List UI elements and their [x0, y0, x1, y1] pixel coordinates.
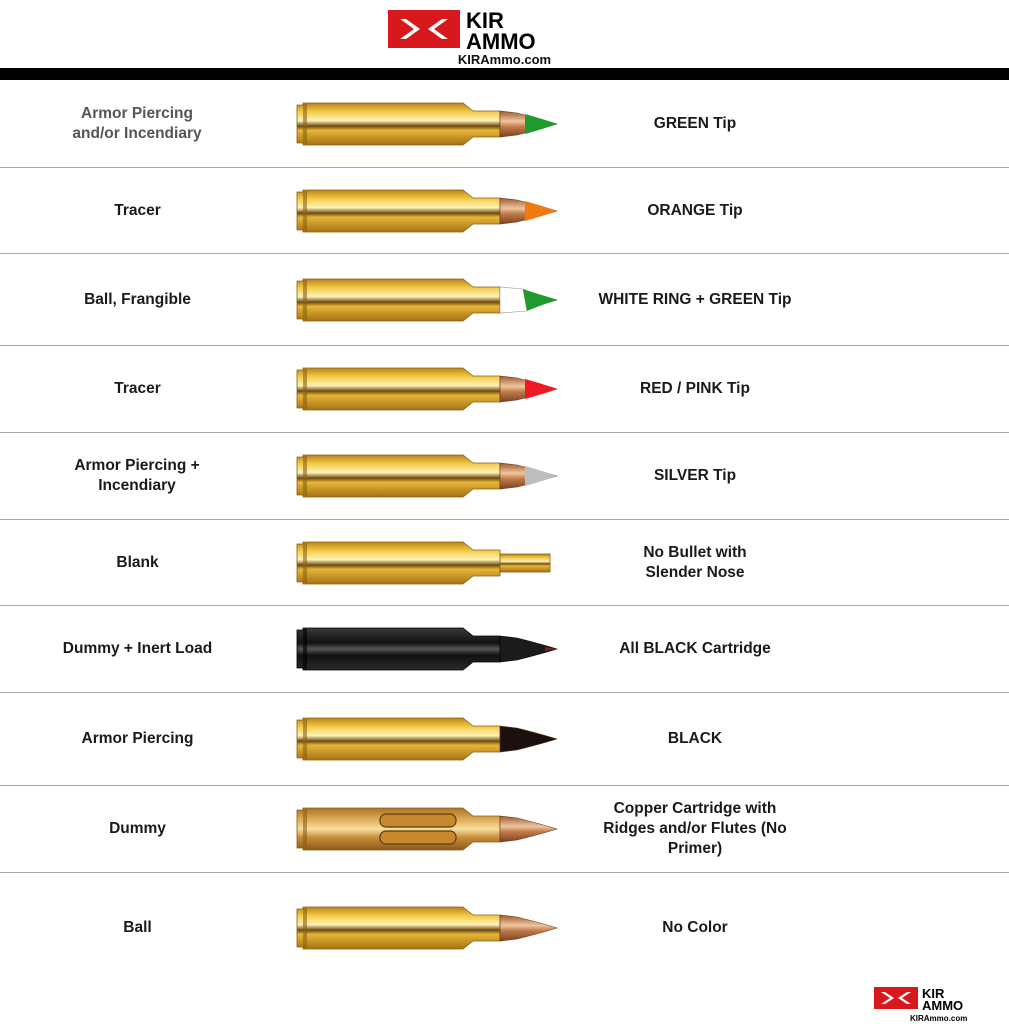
marking-description: SILVER Tip — [653, 467, 737, 484]
cartridge-illustration — [295, 806, 563, 852]
kir-ammo-logo-small — [874, 985, 1008, 1023]
chart-row — [0, 786, 1009, 873]
ammo-type-label: Armor Piercing — [81, 730, 194, 747]
tip-paint — [525, 379, 557, 399]
cartridge-illustration — [295, 716, 563, 762]
header — [0, 0, 1009, 68]
bullet — [500, 816, 557, 842]
brand-url: KIRAmmo.com — [457, 52, 552, 67]
chart-row — [0, 254, 1009, 346]
tip-paint — [525, 114, 557, 134]
bullet — [500, 915, 557, 941]
cartridge-case — [297, 455, 500, 497]
cartridge-case — [297, 718, 500, 760]
svg-text:KIR: KIR — [922, 986, 945, 1001]
marking-description: Copper Cartridge with Ridges and/or Flutes (No Primer) — [603, 800, 787, 857]
tip-paint — [525, 466, 557, 486]
marking-description: GREEN Tip — [653, 114, 737, 132]
marking-description: No Color — [662, 919, 728, 936]
svg-text:KIRAmmo.com: KIRAmmo.com — [910, 1014, 968, 1023]
chart-row — [0, 606, 1009, 693]
cartridge-illustration — [295, 453, 563, 499]
marking-description: WHITE RING + GREEN Tip — [598, 290, 792, 308]
chart-row — [0, 873, 1009, 983]
cartridge-illustration — [295, 101, 563, 147]
cartridge-case — [297, 190, 500, 232]
ammo-type-label: Blank — [116, 553, 159, 571]
cartridge-case — [297, 279, 500, 321]
ammo-type-label: Dummy + Inert Load — [62, 640, 213, 657]
marking-description: BLACK — [667, 730, 723, 747]
ammo-type-label: Ball — [123, 919, 152, 936]
cartridge-illustration — [295, 277, 563, 323]
cartridge-illustration — [295, 540, 563, 586]
flute — [380, 831, 456, 844]
tip-paint — [525, 201, 557, 221]
cartridge-illustration — [295, 366, 563, 412]
chart-row — [0, 693, 1009, 786]
header-divider — [0, 68, 1009, 80]
ammo-type-label: Armor Piercing and/or Incendiary — [72, 104, 202, 142]
ammo-type-label: Tracer — [114, 201, 161, 219]
cartridge-case — [297, 628, 500, 670]
chart-row — [0, 80, 1009, 168]
white-ring — [500, 287, 527, 313]
svg-text:AMMO: AMMO — [466, 29, 536, 52]
marking-description: RED / PINK Tip — [640, 380, 750, 397]
flute — [380, 814, 456, 827]
cartridge-case — [297, 907, 500, 949]
svg-text:KIR: KIR — [466, 8, 504, 33]
chart-row — [0, 433, 1009, 520]
slender-nose — [500, 554, 550, 572]
cartridge-case — [297, 103, 500, 145]
cartridge-illustration — [295, 905, 563, 951]
marking-description: All BLACK Cartridge — [619, 640, 771, 657]
bullet — [500, 726, 557, 752]
svg-text:AMMO: AMMO — [922, 998, 964, 1013]
ammo-type-label: Dummy — [109, 820, 166, 837]
cartridge-case — [297, 368, 500, 410]
ammo-type-label: Ball, Frangible — [84, 290, 191, 308]
marking-description: ORANGE Tip — [647, 201, 743, 219]
chart-row — [0, 346, 1009, 433]
ammo-type-label: Tracer — [114, 380, 161, 397]
tip-paint — [523, 289, 557, 311]
chart-row — [0, 168, 1009, 254]
cartridge-illustration — [295, 188, 563, 234]
ammo-type-label: Armor Piercing + Incendiary — [74, 457, 200, 494]
cartridge-illustration — [295, 626, 563, 672]
marking-description: No Bullet with Slender Nose — [643, 543, 747, 581]
chart-row — [0, 520, 1009, 606]
kir-ammo-logo — [388, 8, 608, 52]
cartridge-case — [297, 542, 500, 584]
